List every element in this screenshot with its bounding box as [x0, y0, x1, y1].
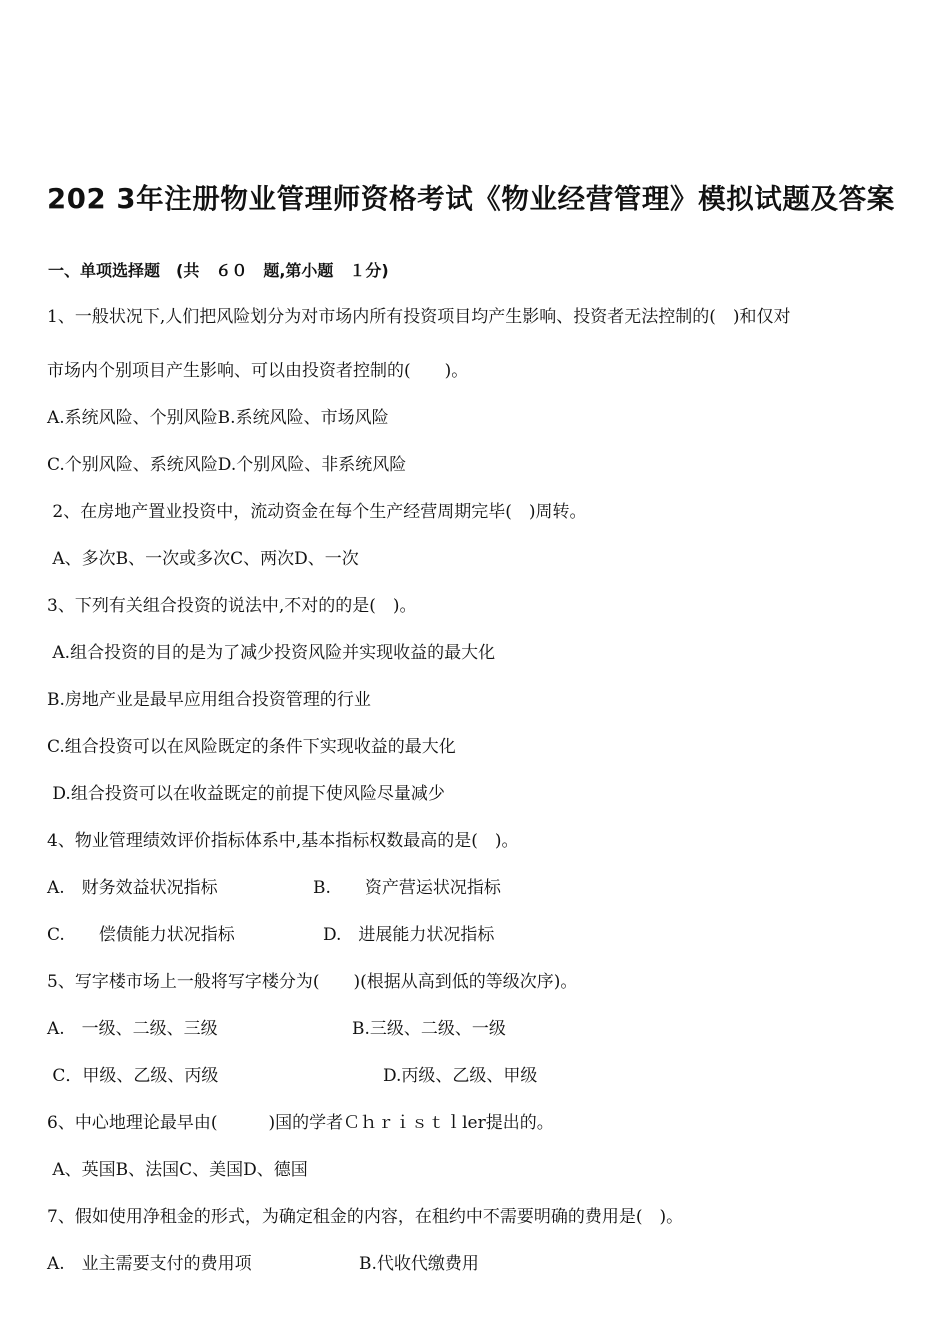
question-6-options: A、英国B、法国C、美国D、德国 — [47, 1160, 308, 1180]
question-1-stem-line-1: 1、一般状况下,人们把风险划分为对市场内所有投资项目均产生影响、投资者无法控制的( )和仅对 — [47, 307, 791, 327]
question-4-option-d: D. 进展能力状况指标 — [323, 925, 495, 945]
question-7-option-a: A. 业主需要支付的费用项 — [47, 1254, 252, 1274]
question-4-option-a: A. 财务效益状况指标 — [47, 878, 218, 898]
question-2-options: A、多次B、一次或多次C、两次D、一次 — [47, 549, 359, 569]
question-6-stem: 6、中心地理论最早由( )国的学者Ｃｈｒｉｓｔｌler提出的。 — [47, 1113, 554, 1133]
question-4-option-b: B. 资产营运状况指标 — [313, 878, 501, 898]
question-5-stem: 5、写字楼市场上一般将写字楼分为( )(根据从高到低的等级次序)。 — [47, 972, 578, 992]
question-3-option-c: C.组合投资可以在风险既定的条件下实现收益的最大化 — [47, 737, 456, 757]
question-3-option-b: B.房地产业是最早应用组合投资管理的行业 — [47, 690, 371, 710]
question-7-stem: 7、假如使用净租金的形式，为确定租金的内容，在租约中不需要明确的费用是( )。 — [47, 1207, 684, 1227]
question-2-stem: 2、在房地产置业投资中，流动资金在每个生产经营周期完毕( )周转。 — [47, 502, 587, 522]
question-5-option-b: B.三级、二级、一级 — [352, 1019, 506, 1039]
question-5-option-c: C．甲级、乙级、丙级 — [47, 1066, 219, 1086]
question-5-option-d: D.丙级、乙级、甲级 — [383, 1066, 538, 1086]
document-title: 202 3年注册物业管理师资格考试《物业经营管理》模拟试题及答案 — [47, 183, 895, 215]
question-7-option-b: B.代收代缴费用 — [359, 1254, 479, 1274]
question-3-option-a: A.组合投资的目的是为了减少投资风险并实现收益的最大化 — [47, 643, 496, 663]
question-1-options-ab: A.系统风险、个别风险B.系统风险、市场风险 — [47, 408, 389, 428]
question-3-option-d: D.组合投资可以在收益既定的前提下使风险尽量减少 — [47, 784, 445, 804]
question-4-option-c: C. 偿债能力状况指标 — [47, 925, 235, 945]
section-heading: 一、单项选择题 (共 ６０ 题,第小题 １分) — [48, 261, 389, 280]
question-3-stem: 3、下列有关组合投资的说法中,不对的的是( )。 — [47, 596, 417, 616]
question-5-option-a: A. 一级、二级、三级 — [47, 1019, 218, 1039]
question-4-stem: 4、物业管理绩效评价指标体系中,基本指标权数最高的是( )。 — [47, 831, 519, 851]
question-1-options-cd: C.个别风险、系统风险D.个别风险、非系统风险 — [47, 455, 407, 475]
question-1-stem-line-2: 市场内个别项目产生影响、可以由投资者控制的( )。 — [47, 361, 469, 381]
